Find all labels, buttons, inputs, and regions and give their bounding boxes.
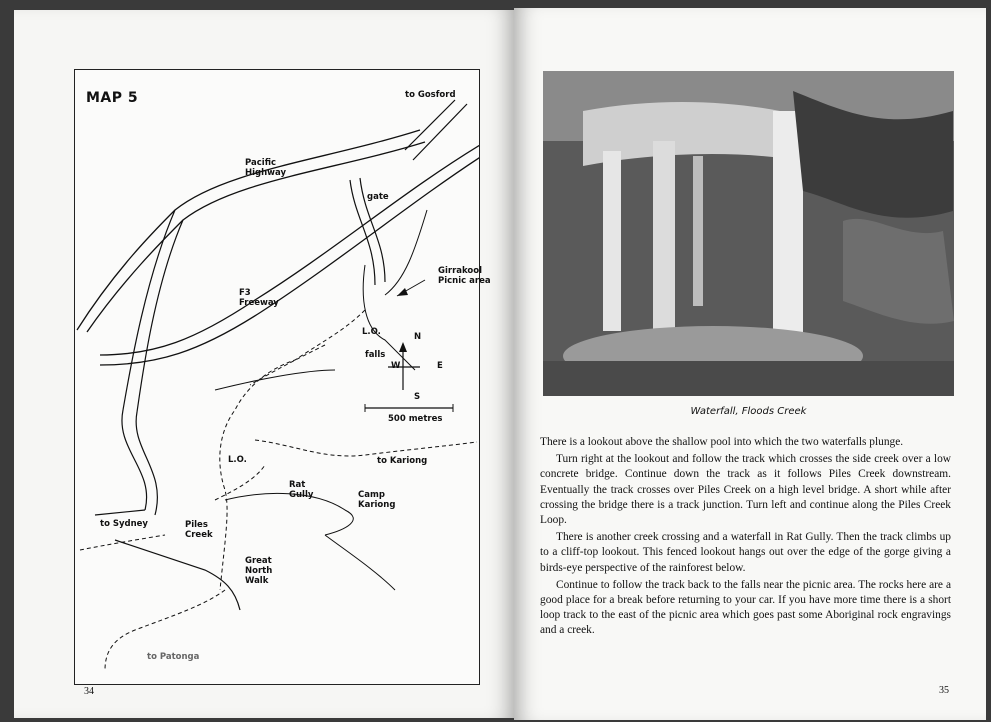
map-5: [74, 69, 491, 685]
compass-w: W: [391, 361, 401, 371]
label-girrakool-picnic: Girrakool Picnic area: [438, 266, 491, 286]
label-camp-kariong: Camp Kariong: [358, 490, 396, 510]
scale-label: 500 metres: [388, 414, 443, 424]
map-title: MAP 5: [86, 90, 139, 106]
paragraph-4: Continue to follow the track back to the falls near the picnic area. The rocks here are a good place for a break before returning to your car. If you have more time there is a short loop track to the east of the picnic area which goes past some Aboriginal rock engravings and a creek.: [540, 578, 951, 637]
body-text: [540, 435, 951, 641]
page-number-right: 35: [939, 685, 949, 696]
compass-s: S: [414, 392, 421, 402]
paragraph-3: There is another creek crossing and a waterfall in Rat Gully. Then the track climbs up to a cliff-top lookout. This fenced lookout hangs out over the edge of the gorge giving a birds-eye perspective of the rainforest below.: [540, 531, 951, 574]
waterfall-photo: [543, 71, 954, 396]
label-pacific-highway: Pacific Highway: [245, 158, 287, 178]
compass-e: E: [437, 361, 443, 371]
label-piles-creek: Piles Creek: [185, 520, 213, 540]
photo-caption: Waterfall, Floods Creek: [690, 406, 807, 417]
page-number-left: 34: [84, 686, 94, 697]
waterfall-image: [543, 71, 954, 396]
label-falls: falls: [365, 350, 386, 360]
label-lookout-2: L.O.: [228, 455, 247, 465]
label-f3-freeway: F3 Freeway: [239, 288, 279, 308]
paragraph-1: There is a lookout above the shallow pool into which the two waterfalls plunge.: [540, 436, 904, 448]
label-to-patonga: to Patonga: [147, 652, 200, 662]
label-gate: gate: [367, 192, 389, 202]
right-page: [514, 8, 986, 720]
compass-n: N: [414, 332, 422, 342]
label-rat-gully: Rat Gully: [289, 480, 314, 500]
label-to-sydney: to Sydney: [100, 519, 148, 529]
label-to-gosford: to Gosford: [405, 90, 456, 100]
label-lookout-1: L.O.: [362, 327, 381, 337]
left-page: [14, 10, 514, 718]
paragraph-2: Turn right at the lookout and follow the track which crosses the side creek over a low concrete bridge. Continue down the track as it follows Piles Creek downstream. Eventually the track crosses over Piles Creek on a high level bridge. A short while after crossing the bridge there is a track junction. Turn left and continue along the Piles Creek Loop.: [540, 453, 951, 527]
label-great-north-walk: Great North Walk: [245, 556, 273, 586]
label-to-kariong: to Kariong: [377, 456, 428, 466]
